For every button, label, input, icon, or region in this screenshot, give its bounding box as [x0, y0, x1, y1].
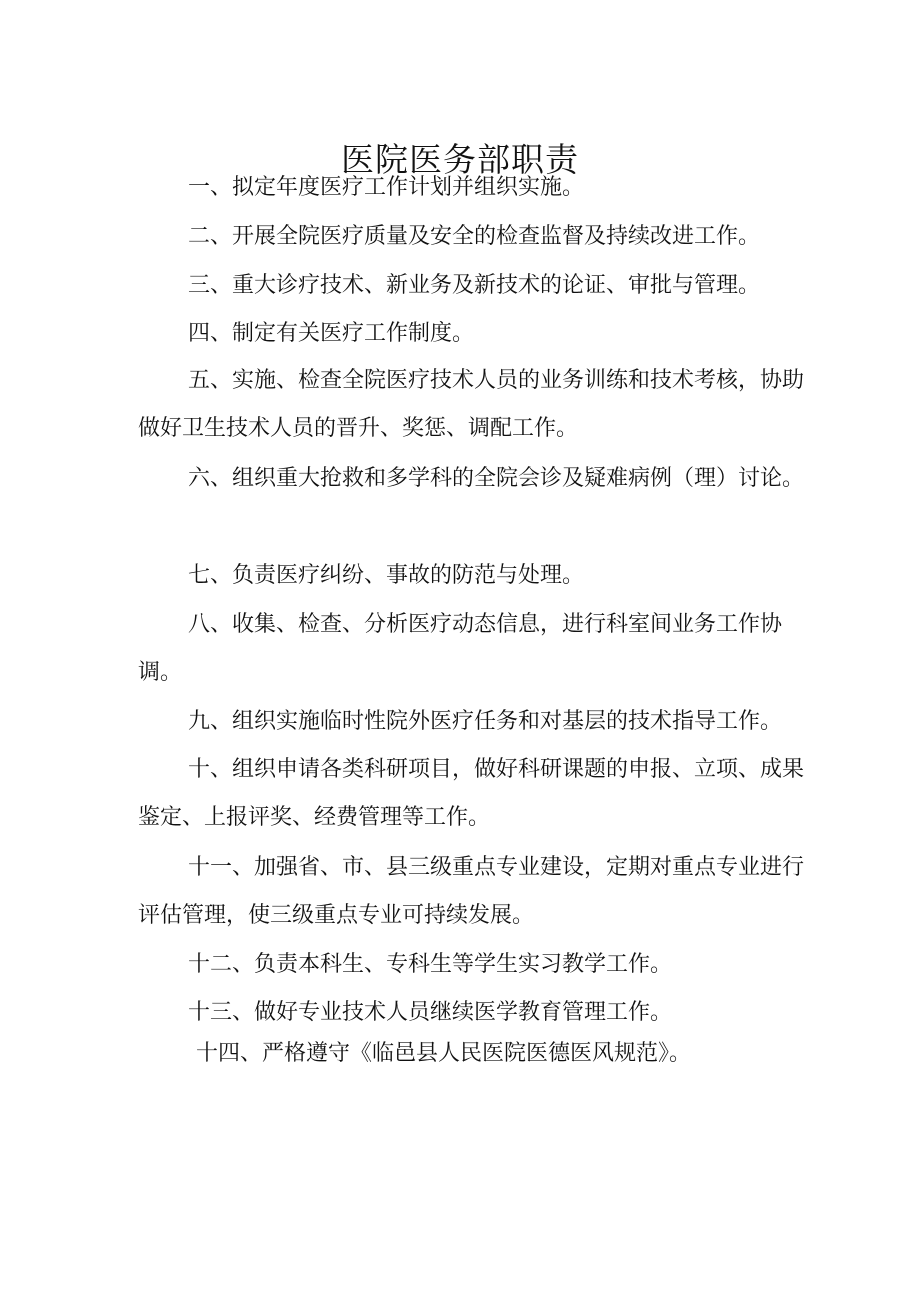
- duty-item-8: 八、收集、检查、分析医疗动态信息，进行科室间业务工作协调。: [138, 612, 783, 685]
- duty-item-12: 十二、负责本科生、专科生等学生实习教学工作。: [188, 952, 673, 977]
- duty-item-1: 一、拟定年度医疗工作计划并组织实施。: [188, 175, 585, 200]
- duty-item-4: 四、制定有关医疗工作制度。: [188, 321, 475, 346]
- duty-item-10: 十、组织申请各类科研项目，做好科研课题的申报、立项、成果鉴定、上报评奖、经费管理等工作。: [138, 757, 805, 830]
- duty-item-2: 二、开展全院医疗质量及安全的检查监督及持续改进工作。: [188, 224, 761, 249]
- duty-item-11: 十一、加强省、市、县三级重点专业建设，定期对重点专业进行评估管理，使三级重点专业可持续发展。: [138, 855, 805, 928]
- duty-item-6: 六、组织重大抢救和多学科的全院会诊及疑难病例（理）讨论。: [188, 466, 805, 491]
- page-title: 医院医务部职责: [341, 140, 579, 180]
- duty-item-7: 七、负责医疗纠纷、事故的防范与处理。: [188, 563, 585, 588]
- duty-item-3: 三、重大诊疗技术、新业务及新技术的论证、审批与管理。: [188, 273, 761, 298]
- duty-item-9: 九、组织实施临时性院外医疗任务和对基层的技术指导工作。: [188, 709, 783, 734]
- duty-item-13: 十三、做好专业技术人员继续医学教育管理工作。: [188, 1000, 673, 1025]
- duty-item-14: 十四、严格遵守《临邑县人民医院医德医风规范》。: [196, 1041, 692, 1066]
- duty-item-5: 五、实施、检查全院医疗技术人员的业务训练和技术考核，协助做好卫生技术人员的晋升、奖惩、调配工作。: [138, 368, 805, 441]
